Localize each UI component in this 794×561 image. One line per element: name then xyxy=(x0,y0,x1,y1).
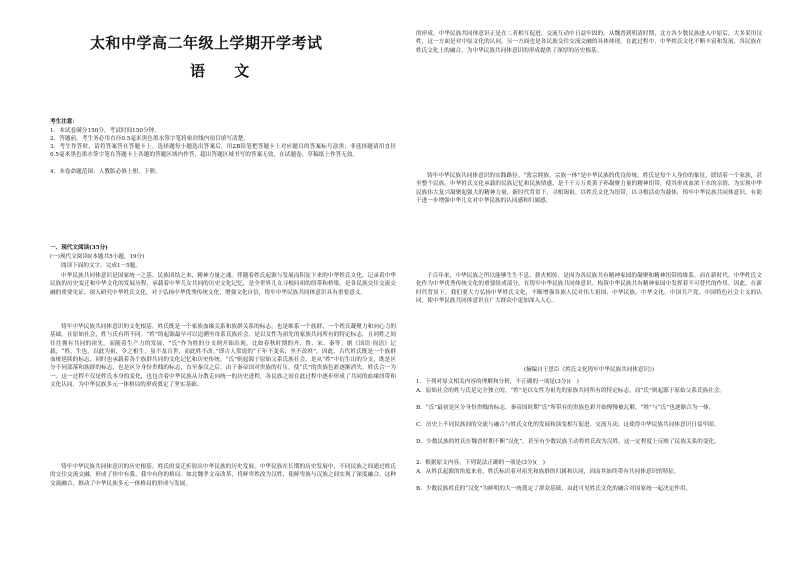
left-column xyxy=(50,0,396,561)
exam-title: 太和中学高二年级上学期开学考试 xyxy=(90,34,323,52)
question-2-option-b[interactable]: B．少数民族姓氏的“汉化”为鲜明的大一统奠定了群众基础，由此可见姓氏文化的融合对国家统一起决定作用。 xyxy=(416,486,692,492)
article-paragraph-1: 中华民族共同体意识是国家统一之基、民族团结之本、精神力量之魂。伴随着姓氏起源与发展而积淀下来的中华姓氏文化，记录着中华民族的历史变迁和中华文化的发展历程，承载着中华儿女共同的历史文化记忆，是全世界儿女寻根问祖的纽带和桥梁，是各民族交往交流交融的重要见证。深入研究中华姓氏文化，对于弘扬中华优秀传统文化，增强文化自信，铸牢中华民族共同体意识具有重要意义。 xyxy=(50,273,396,296)
article-paragraph-3: 铸牢中华民族共同体意识的历史根基。姓氏的变迁折射出中华民族的历史发展。中华民族在长期的历史发展中，不同民族之间通过姓氏的交往交流交融，形成了你中有我、我中有你的格局。如北魏孝文帝改革，将鲜卑姓改为汉姓，使鲜卑族与汉族之间实现了深度融合。这种交流融合，推动了中华民族多元一体格局的形成与发展。 xyxy=(50,464,396,487)
question-1-stem: 1．下列对原文相关内容的理解和分析，不正确的一项是(3分)( ) xyxy=(416,379,579,385)
right-column xyxy=(416,0,762,561)
question-1-option-b[interactable]: B．“氏”最初是区分身份贵贱的标志，秦帝国时期“氏”所带有的贵族色彩开始慢慢被瓦解，“姓”与“氏”也逐渐合为一体。 xyxy=(416,405,715,411)
section-instruction: 阅读下面的文字，完成1～5题。 xyxy=(61,263,141,269)
section-part1: 一、现代文阅读(35分) xyxy=(50,245,108,251)
question-1-option-c[interactable]: C．历史上不同民族间的交流与融合与姓氏文化的发展和演变相互促进、交流互动，这使得中华民族共同体意识日益牢固。 xyxy=(416,422,720,428)
notice-item-2: 2．答题前，考生务必用直径0.5毫米黑色墨水签字笔将密封线内项目填写清楚。 xyxy=(50,136,249,142)
subject-title: 语 文 xyxy=(190,62,262,80)
question-2-option-a[interactable]: A．从姓氏起源的角度来看，姓氏标识着对祖先和族群的归属和认同，因而其始终带有共同体意识的特征。 xyxy=(416,469,680,475)
notice-heading: 考生注意： xyxy=(50,119,78,125)
notice-item-3: 3．考生作答时，请将答案答在答题卡上。选择题每小题选出答案后，用2B铅笔把答题卡上对应题目的答案标号涂黑；非选择题请用直径0.5毫米黑色墨水签字笔在答题卡上各题的答题区域内作答，超出答题区域书写的答案无效，在试题卷、草稿纸上作答无效。 xyxy=(50,144,396,159)
question-1-option-d[interactable]: D．少数民族的姓氏在魏晋时期不断“汉化”，甚至有少数民族主动将姓氏改为汉姓，这一定程度上反映了民族关系的变化。 xyxy=(416,439,720,445)
article-paragraph-4: 的形成。中华民族共同体意识正是在二者相互促进、交流互动中日益牢固的。从魏晋到明清时期，北方各少数民族进入中原后，大多采用汉姓，这一方面是对中原文化的认同，另一方面也是各民族交往交流交融的具体体现。在此过程中，中华姓氏文化不断丰富和发展，各民族在姓氏文化上的融合，为中华民族共同体意识的形成提供了深厚的历史根基。 xyxy=(416,31,762,54)
article-source: (摘编自王思臣《姓氏文化铸牢中华民族共同体意识》) xyxy=(523,367,655,373)
article-paragraph-2: 铸牢中华民族共同体意识的文化根基。姓氏既是一个家族血缘关系和族群关系的标志，也是维系一个族群、一个姓氏凝聚力和向心力的基础。在原始社会，姓与氏有所不同。“姓”的起源最早可以追溯至母系氏族社会，是以女性为祖先的家族共同所有的特定标志，且同姓之间往往拥有共同的祖先。而随着生产力的发展，“氏”作为姓的分支则开始出现。比如春秋时期的齐、鲁、宋、秦等。据《国语·周语》记载，“姓，生也，以此为祖，令之相生，虽不及百世，而此姓不改。”即古人常说的“千年不变名，坐不改姓”。因此，古代姓氏既是一个族群血统延续的标志，同时也承载着各个族群共同的文化记忆和历史传统。“氏”则起源于原始父系氏族社会，是从“姓”中衍生出的分支，既是区分不同部落和族群的标志，也是区分身份贵贱的标志，直至秦汉之后，由于秦帝国对贵族的打压，使“氏”的贵族色彩逐渐消失，姓氏合一为一。这一过程不仅是姓氏本身的变化，也包含着中华民族从分散走向统一的历史进程，各民族之间在此过程中逐步形成了共同的血缘纽带和文化认同，为中华民族多元一体格局的形成奠定了坚实基础。 xyxy=(50,324,396,389)
article-paragraph-6: 千百年来，中华民族之所以能够生生不息、薪火相传，是因为各民族共有精神家园的凝聚和精神纽带的维系。而在新时代，中华姓氏文化作为中华优秀传统文化的重要组成部分，在铸牢中华民族共同体意识、构筑中华民族共有精神家园中发挥着不可替代的作用。因此，在新时代背景下，我们要大力弘扬中华姓氏文化，不断增强各族人民对伟大祖国、中华民族、中华文化、中国共产党、中国特色社会主义的认同，使中华民族共同体意识在广大群众中更加深入人心。 xyxy=(416,273,762,304)
article-paragraph-5: 铸牢中华民族共同体意识的实践路径。“敦宗睦族，宗族一体”是中华民族的优良传统。姓氏是每个人身份的象征，联结着一个家族，甚至整个民族。中华姓氏文化承载的民族记忆和民族情感，是千千万万炎黄子孙凝聚力量的精神纽带，使其形成血浓于水的亲情，为实现中华民族伟大复兴凝聚起强大的精神力量。新时代背景下，寻根谒祖、以姓氏文化为纽带，以寻根活动为载体，铸牢中华民族共同体意识，有助于进一步增强中华儿女对中华民族的认同感和归属感。 xyxy=(416,173,762,204)
notice-item-4: 4．本卷命题范围：人教版必修上册、下册。 xyxy=(50,169,161,175)
question-2-stem: 2．根据原文内容，下列说法正确的一项是(3分)( ) xyxy=(416,460,546,466)
question-1-option-a[interactable]: A．原始社会的姓与氏是完全独立的，“姓”是以女性为祖先的家族共同所有的特定标志，而“氏”则起源于原始父系氏族社会。 xyxy=(416,388,726,394)
section-sub1: (一)现代文阅读Ⅰ(本题共5小题，19分) xyxy=(50,254,145,260)
notice-item-1: 1．本试卷满分150分，考试时间150分钟。 xyxy=(50,128,160,134)
